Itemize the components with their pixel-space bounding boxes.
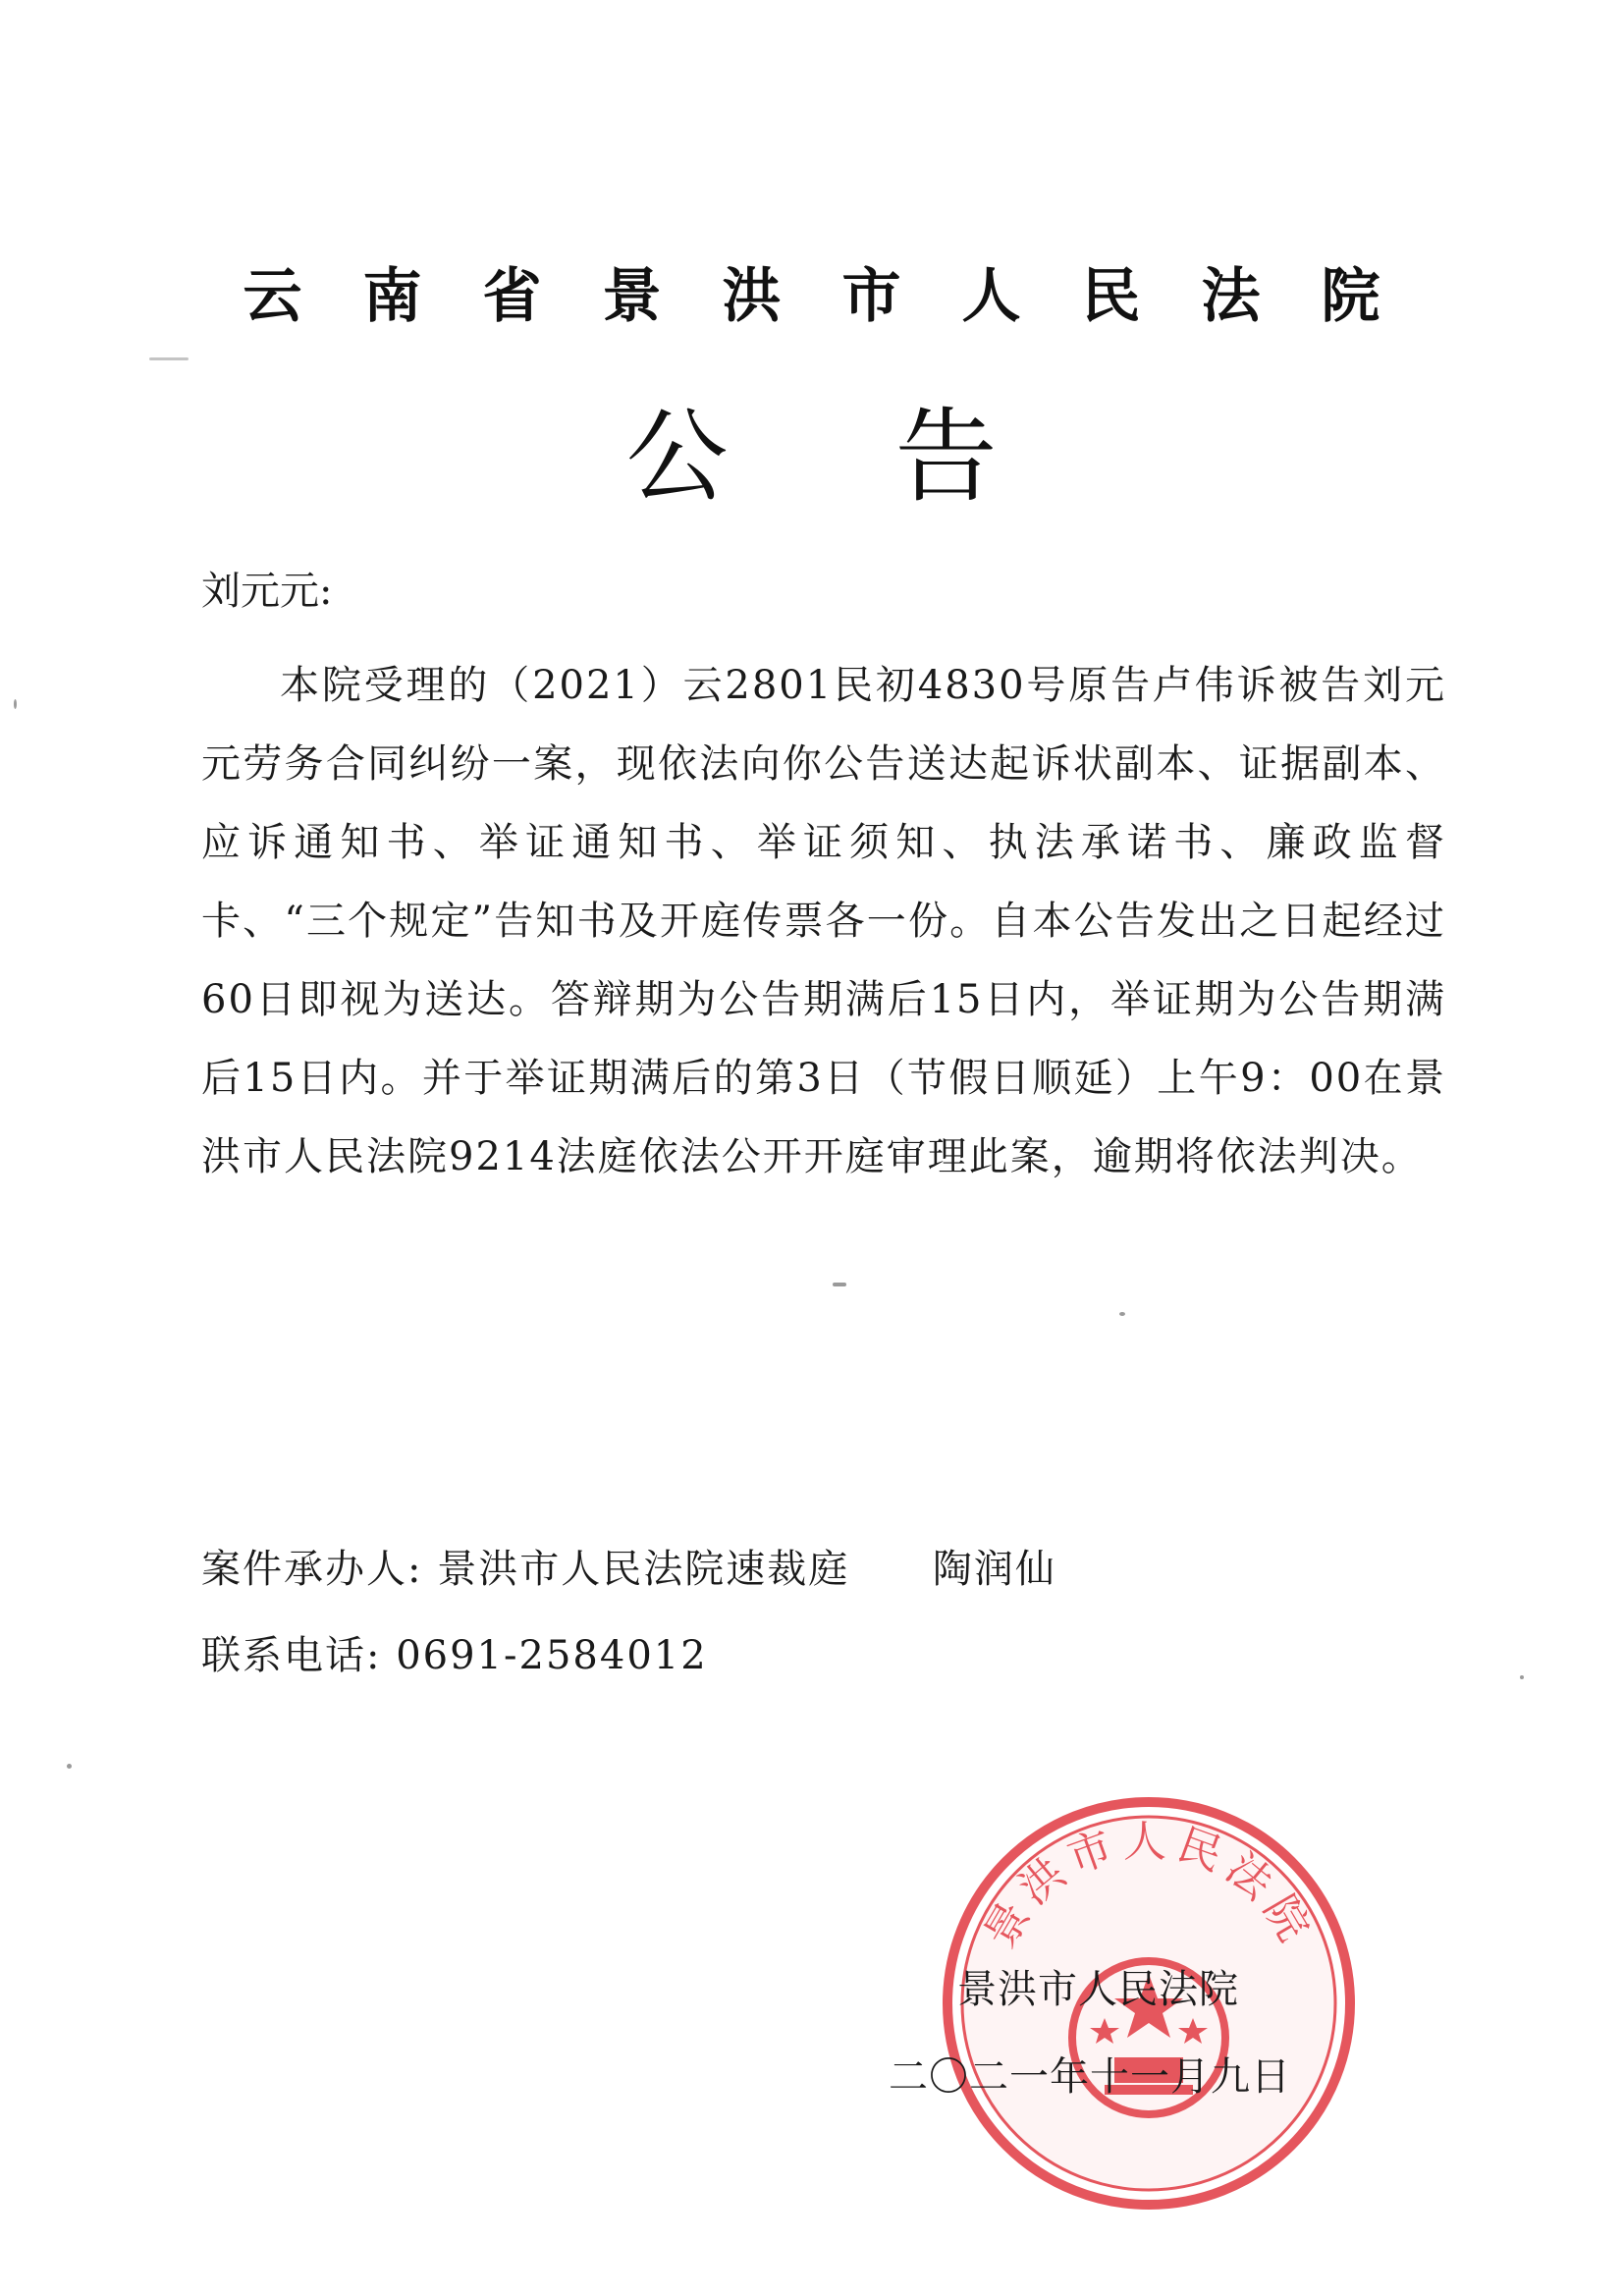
handler-label: 案件承办人:	[201, 1547, 423, 1592]
scan-speck	[1119, 1312, 1125, 1316]
notice-body: 本院受理的（2021）云2801民初4830号原告卢伟诉被告刘元元劳务合同纠纷一案，现依法向你公告送达起诉状副本、证据副本、应诉通知书、举证通知书、举证须知、执法承诺书、廉政监督卡、“三个规定”告知书及开庭传票各一份。自本公告发出之日起经过60日即视为送达。答辩期为公告期满后15日内，举证期为公告期满后15日内。并于举证期满后的第3日（节假日顺延）上午9：00在景洪市人民法院9214法庭依法公开开庭审理此案，逾期将依法判决。	[201, 663, 1446, 1179]
handler-unit: 景洪市人民法院速裁庭	[437, 1547, 850, 1592]
contact-phone-line	[201, 1626, 708, 1685]
signature-date: 二〇二一年十一月九日	[889, 2054, 1291, 2100]
addressee: 刘元元:	[201, 569, 333, 614]
signature-court: 景洪市人民法院	[957, 1967, 1239, 2012]
scan-speck	[833, 1283, 846, 1286]
scan-speck	[149, 357, 189, 360]
case-handler-line	[201, 1540, 1056, 1599]
scan-speck	[14, 699, 17, 709]
seal-text: 景洪市人民法院	[974, 1817, 1324, 1957]
document-type-heading: 公告	[625, 397, 1164, 517]
phone-number: 0691-2584012	[396, 1633, 708, 1678]
handler-name: 陶润仙	[932, 1547, 1056, 1592]
scan-speck	[67, 1764, 72, 1769]
scan-speck	[1520, 1675, 1524, 1679]
phone-label: 联系电话:	[201, 1633, 382, 1678]
court-name-heading: 云南省景洪市人民法院	[243, 262, 1441, 331]
